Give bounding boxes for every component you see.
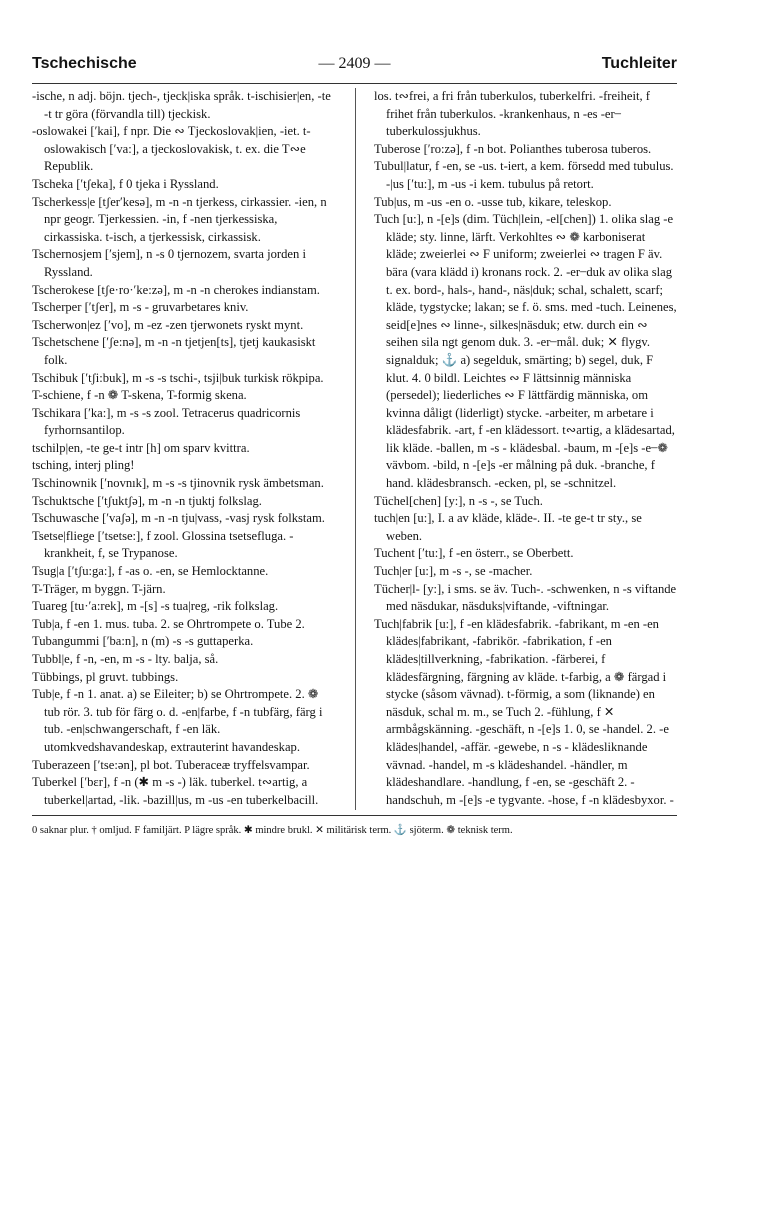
footer-divider [32,815,677,816]
dictionary-entry: Tubul|latur, f -en, se -us. t-iert, a kem. försedd med tubulus. -|us [′tu:], m -us -i kem. tubulus på retort. [374,159,674,191]
dictionary-entry: Tschibuk [′tʃi:buk], m -s -s tschi-, tsji|buk turkisk rökpipa. [32,370,324,385]
dictionary-entry: T-schiene, f -n ❁ T-skena, T-formig skena. [32,388,247,403]
dictionary-entry: Tscherper [′tʃer], m -s - gruvarbetares kniv. [32,300,249,315]
dictionary-entry: tuch|en [u:], I. a av kläde, kläde-. II. -te ge-t tr sty., se weben. [374,511,642,543]
dictionary-entry: Tuch [u:], n -[e]s (dim. Tüch|lein, -el[chen]) 1. olika slag -e kläde; sty. linne, lärft. Verkohltes ∾ ❁ karboniserat kläde; zweierlei ∾ F uniform; zweierlei ∾ tragen F äv. bära (vara klädd i) kronans rock. 2. -er ̶ duk av olika slag t. ex. bord-, hals-, hand-, näs|duk; schal, schalett, scarf; kläde, tygstycke; lakan; se f. ö. sms. med -tuch. Leinenes, seid[e]nes ∾ linne-, silkes|näsduk; etw. durch ein ∾ seihen sila ngt genom duk. 3. -er ̶ mål. duk; ✕ flygv. signalduk; ⚓ a) segelduk, smärting; b) segel, duk, F klut. 4. 0 bildl. Leichtes ∾ F lättsinnig människa (persedel); liederliches ∾ F lättfärdig människa, om kvinna dåligt (liderligt) stycke. -arbeiter, m arbetare i klädesfabrik. -art, f -en klädessort. t∾artig, a klädesartad, lik kläde. -ballen, m -s - klädesbal. -baum, m -[e]s -e ̶ ❁ vävbom. -bild, n -[e]s -er målning på duk. -branche, f hand. klädesbransch. -ecken, pl, se -schnitzel. [374,212,677,491]
dictionary-entry: Tsug|a [′tʃu:ga:], f -as o. -en, se Hemlocktanne. [32,564,269,579]
dictionary-entry: Tschetschene [′ʃe:nə], m -n -n tjetjen[ts], tjetj kaukasiskt folk. [32,335,316,367]
dictionary-entry: Tschuwasche [′vaʃə], m -n -n tju|vass, -vasj rysk folkstam. [32,511,325,526]
left-column [32,88,337,810]
dictionary-entry: Tschuktsche [′tʃuktʃə], m -n -n tjuktj folkslag. [32,493,262,508]
dictionary-entry: Tuchent [′tu:], f -en österr., se Oberbett. [374,546,574,561]
dictionary-entry: Tsetse|fliege [′tsetse:], f zool. Glossina tsetsefluga. -krankheit, f, se Trypanose. [32,528,294,561]
right-column [374,88,679,810]
dictionary-entry: Tscherkess|e [tʃer′kesə], m -n -n tjerkess, cirkassier. -ien, n npr geogr. Tjerkessien. -in, f -nen tjerkessiska, cirkassiska. t-isch, a tjerkessisk, cirkassisk. [32,194,327,244]
dictionary-entry: tschilp|en, -te ge-t intr [h] om sparv kvittra. [32,440,250,455]
dictionary-entry: tsching, interj pling! [32,458,135,473]
dictionary-entry: Tuberkel [′bεr], f -n (✱ m -s -) läk. tuberkel. t∾artig, a tuberkel|artad, -lik. -bazill|us, m -us -en tuberkelbacill. [32,775,319,807]
dictionary-entry: Tub|us, m -us -en o. -usse tub, kikare, teleskop. [374,194,612,209]
dictionary-entry: Tuch|er [u:], m -s -, se -macher. [374,564,533,579]
dictionary-entry: T-Träger, m byggn. T-järn. [32,581,166,596]
page-header [32,55,677,84]
column-divider [355,88,356,810]
dictionary-entry: Tubbl|e, f -n, -en, m -s - lty. balja, så. [32,652,219,666]
dictionary-entry: Tubangummi [′ba:n], n (m) -s -s guttaperka. [32,634,254,649]
dictionary-entry: Tübbings, pl gruvt. tubbings. [32,669,179,684]
page-number: — 2409 — [318,55,391,72]
header-left-guideword: Tschechische [32,55,137,72]
abbreviation-legend: 0 saknar plur. † omljud. F familjärt. P lägre språk. ✱ mindre brukl. ✕ militärisk term. ⚓ sjöterm. ❁ teknisk term. [32,825,513,836]
dictionary-entry: Tücher|l- [y:], i sms. se äv. Tuch-. -schwenken, n -s viftande med näsdukar, näsduks|viftande, -viftningar. [374,581,677,614]
dictionary-entry: Tub|a, f -en 1. mus. tuba. 2. se Ohrtrompete o. Tube 2. [32,616,305,631]
dictionary-entry: los. t∾frei, a fri från tuberkulos, tuberkelfri. -freiheit, f frihet från tuberkulos. -krankenhaus, n -es -er ̶ tuberkulossjukhus. [374,89,650,139]
dictionary-entry: Tschikara [′ka:], m -s -s zool. Tetracerus quadricornis fyrhornsantilop. [32,405,301,438]
header-right-guideword: Tuchleiter [601,55,677,72]
dictionary-entry: Tuareg [tu·′a:rek], m -[s] -s tua|reg, -rik folkslag. [32,599,279,614]
dictionary-entry: Tscheka [′tʃeka], f 0 tjeka i Ryssland. [32,176,219,191]
dictionary-entry: Tüchel[chen] [y:], n -s -, se Tuch. [374,493,543,508]
dictionary-entry: Tub|e, f -n 1. anat. a) se Eileiter; b) se Ohrtrompete. 2. ❁ tub rör. 3. tub för färg o. d. -en|farbe, f -n tubfärg, färg i tub. -en|schwangerschaft, f -en läk. utomkvedshavandeskap, extrauterint havandeskap. [32,687,323,754]
dictionary-entry: Tschinownik [′novnık], m -s -s tjinovnik rysk ämbetsman. [32,476,324,491]
dictionary-entry: -oslowakei [′kai], f npr. Die ∾ Tjeckoslovak|ien, -iet. t-oslowakisch [′va:], a tjeckoslovakisk, t. ex. die T∾e Republik. [32,124,311,174]
dictionary-entry: Tscherokese [tʃe·ro·′ke:zə], m -n -n cherokes indianstam. [32,282,320,297]
dictionary-entry: Tschernosjem [′sjem], n -s 0 tjernozem, svarta jorden i Ryssland. [32,247,306,279]
dictionary-entry: Tuch|fabrik [u:], f -en klädesfabrik. -fabrikant, m -en -en klädes|fabrikant, -fabrikör. -fabrikation, f -en klädes|tillverkning, -fabrikation. -färberei, f klädesfärgning, färgning av kläde. t-farbig, a ❁ färgad i stycke (såsom vävnad). t-förmig, a som (liknande) en näsduk, schal m. m., se Tuch 2. -fühlung, f ✕ armbågskänning. -geschäft, n -[e]s 1. 0, se -handel. 2. -e klädes|handel, -affär. -gewebe, n -s - klädesliknande vävnad. -handel, m -s klädeshandel. -händler, m klädeshandlare. -handlung, f -en, se -geschäft 2. -handschuh, m -[e]s -e tygvante. -hose, f -n klädesbyxor. - [374,616,674,807]
dictionary-entry: Tscherwon|ez [′vo], m -ez -zen tjerwonets ryskt mynt. [32,317,304,332]
dictionary-entry: Tuberose [′ro:zə], f -n bot. Polianthes tuberosa tuberos. [374,141,652,156]
dictionary-entry: -ische, n adj. böjn. tjech-, tjeck|iska språk. t-ischisier|en, -te -t tr göra (förvandla till) tjeckisk. [32,89,331,121]
dictionary-entry: Tuberazeen [′tse:ən], pl bot. Tuberaceæ tryffelsvampar. [32,757,310,772]
